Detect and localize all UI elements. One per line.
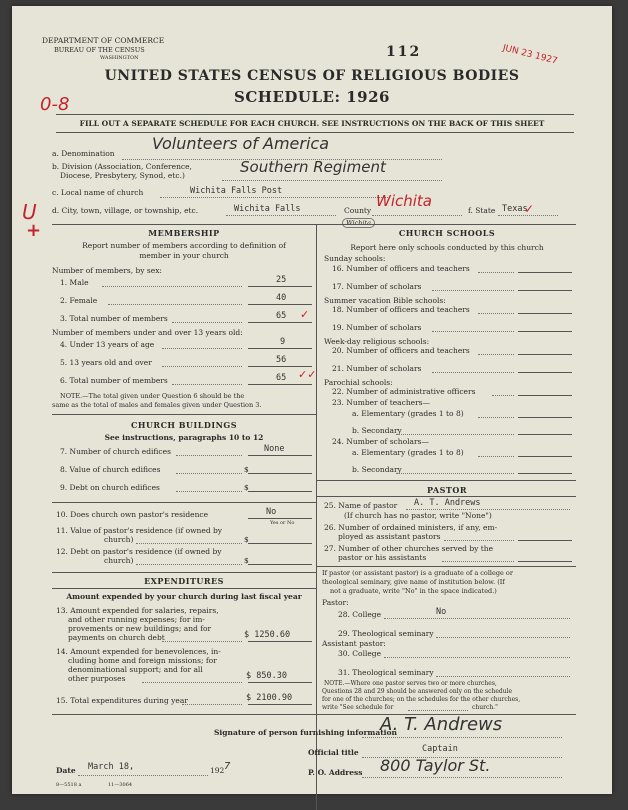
graduate-note-1: If pastor (or assistant pastor) is a graduate of a college or <box>322 569 513 577</box>
official-title-value: Captain <box>422 744 458 754</box>
signature-label: Signature of person furnishing information <box>214 728 397 737</box>
yes-no-hint: Yes or No <box>270 520 295 526</box>
over-13-label: 5. 13 years old and over <box>60 358 152 367</box>
running-expenses-label-2: and other running expenses; for im- <box>68 615 205 624</box>
pastor-college-value: No <box>436 607 447 617</box>
benevolences-label-1: 14. Amount expended for benevolences, in- <box>56 647 221 656</box>
residence-owned-value: No <box>266 507 277 517</box>
official-title-label: Official title <box>308 748 359 757</box>
residence-value: $ <box>244 535 249 544</box>
graduate-note-2: theological seminary, give name of institution below. (If <box>322 578 505 586</box>
expenditures-heading: EXPENDITURES <box>144 576 224 586</box>
po-address-value: 800 Taylor St. <box>380 756 491 775</box>
over-13-value: 56 <box>276 355 287 365</box>
ordained-ministers-label-2: ployed as assistant pastors <box>338 532 441 541</box>
department-label: DEPARTMENT OF COMMERCE <box>42 36 165 45</box>
edifices-count-label: 7. Number of church edifices <box>60 447 171 456</box>
pastor-note-2: Questions 28 and 29 should be answered only on the schedule <box>322 688 513 695</box>
scholars-label: 24. Number of scholars— <box>332 437 429 446</box>
sunday-schools-label: Sunday schools: <box>324 254 386 263</box>
check-mark-icon: ✓ <box>524 202 535 216</box>
membership-sub-1: Report number of members according to definition of <box>82 241 286 250</box>
division-value: Southern Regiment <box>240 158 386 176</box>
under-13-value: 9 <box>280 337 286 347</box>
pastor-college-label: 28. College <box>338 610 382 619</box>
benevolences-label-3: denominational support; and for all <box>68 665 203 674</box>
received-date-stamp: JUN 23 1927 <box>501 43 559 67</box>
membership-note-1: NOTE.—The total given under Question 6 should be the <box>60 392 245 400</box>
teachers-label: 23. Number of teachers— <box>332 398 431 407</box>
edifices-value: $ <box>244 465 249 474</box>
total-expenditures-value: $ 2100.90 <box>246 693 293 703</box>
male-value: 25 <box>276 275 287 285</box>
running-expenses-label-3: provements or new buildings; and for <box>68 624 212 633</box>
edifices-debt-label: 9. Debt on church edifices <box>60 483 160 492</box>
teachers-secondary-label: b. Secondary <box>352 426 402 435</box>
signature-value: A. T. Andrews <box>380 714 503 735</box>
edifices-value-label: 8. Value of church edifices <box>60 465 161 474</box>
ordained-ministers-label-1: 26. Number of ordained ministers, if any, em- <box>324 523 498 532</box>
running-expenses-value: $ 1250.60 <box>244 630 291 640</box>
handwritten-mark-08: 0-8 <box>40 94 70 115</box>
denomination-value: Volunteers of America <box>152 134 329 153</box>
census-schedule-sheet <box>12 6 612 794</box>
date-label: Date <box>56 766 76 775</box>
wichita-note: Wichita <box>342 218 375 228</box>
schedule-number: 112 <box>386 44 422 60</box>
handwritten-plus-mark: + <box>26 220 42 241</box>
instructions-line: FILL OUT A SEPARATE SCHEDULE FOR EACH CHURCH. SEE INSTRUCTIONS ON THE BACK OF THIS SHEET <box>79 119 545 128</box>
residence-debt-label-2: church) <box>104 556 134 565</box>
residence-owned-label: 10. Does church own pastor's residence <box>56 510 209 519</box>
residence-debt-label-1: 12. Debt on pastor's residence (if owned by <box>56 547 222 556</box>
members-by-sex-label: Number of members, by sex: <box>52 266 162 275</box>
edifices-debt-value: $ <box>244 483 249 492</box>
summer-schools-label: Summer vacation Bible schools: <box>324 296 446 305</box>
age-intro-label: Number of members under and over 13 years old: <box>52 328 243 337</box>
membership-heading: MEMBERSHIP <box>148 228 220 238</box>
form-title: UNITED STATES CENSUS OF RELIGIOUS BODIES <box>104 68 520 84</box>
pastor-section-label: Pastor: <box>322 598 349 607</box>
date-year-digit: 7 <box>224 761 231 772</box>
total-members-value: 65 <box>276 311 287 321</box>
other-churches-label-2: pastor or his assistants <box>338 553 427 562</box>
edifices-count-value: None <box>264 444 285 454</box>
teachers-elementary-label: a. Elementary (grades 1 to 8) <box>352 409 464 418</box>
denomination-label: a. Denomination <box>52 149 115 158</box>
pastor-seminary-label: 29. Theological seminary <box>338 629 434 638</box>
expenditures-sub: Amount expended by your church during last fiscal year <box>66 592 302 601</box>
female-value: 40 <box>276 293 287 303</box>
check-mark-icon: ✓✓ <box>298 368 317 381</box>
running-expenses-label-1: 13. Amount expended for salaries, repairs, <box>56 606 219 615</box>
form-number: 8—5518 a <box>56 782 82 788</box>
total-members-label: 3. Total number of members <box>60 314 168 323</box>
assistant-pastor-label: Assistant pastor: <box>322 639 386 648</box>
residence-value-label-2: church) <box>104 535 134 544</box>
local-name-value: Wichita Falls Post <box>190 186 283 196</box>
graduate-note-3: not a graduate, write "No" in the space indicated.) <box>330 587 497 595</box>
weekday-schools-label: Week-day religious schools: <box>324 337 430 346</box>
bureau-label: BUREAU OF THE CENSUS <box>54 46 145 54</box>
pastor-note-1: NOTE.—Where one pastor serves two or more churches, <box>324 680 497 687</box>
state-value: Texas <box>502 204 528 214</box>
female-label: 2. Female <box>60 296 98 305</box>
benevolences-label-4: other purposes <box>68 674 126 683</box>
pastor-heading: PASTOR <box>427 485 467 495</box>
state-label: f. State <box>468 206 496 215</box>
city-town-value: Wichita Falls <box>234 204 301 214</box>
scholars-secondary-label: b. Secondary <box>352 465 402 474</box>
buildings-heading: CHURCH BUILDINGS <box>131 420 237 430</box>
pastor-note-3: for one of the churches; on the schedules for the other churches, <box>322 696 521 703</box>
date-value: March 18, <box>88 762 135 772</box>
residence-debt-value: $ <box>244 556 249 565</box>
schedule-title: SCHEDULE: 1926 <box>234 88 390 106</box>
assistant-college-label: 30. College <box>338 649 382 658</box>
weekday-scholars-label: 21. Number of scholars <box>332 364 422 373</box>
under-13-label: 4. Under 13 years of age <box>60 340 155 349</box>
pastor-note-4: write "See schedule for <box>322 704 394 711</box>
schools-heading: CHURCH SCHOOLS <box>398 228 496 238</box>
summer-officers-label: 18. Number of officers and teachers <box>332 305 470 314</box>
male-label: 1. Male <box>60 278 89 287</box>
pastor-name-label: 25. Name of pastor <box>324 501 398 510</box>
weekday-officers-label: 20. Number of officers and teachers <box>332 346 470 355</box>
city-town-label: d. City, town, village, or township, etc. <box>52 206 199 215</box>
benevolences-value: $ 850.30 <box>246 671 287 681</box>
schools-sub: Report here only schools conducted by this church <box>350 243 544 252</box>
buildings-sub: See instructions, paragraphs 10 to 12 <box>104 433 264 442</box>
other-churches-label-1: 27. Number of other churches served by the <box>324 544 494 553</box>
total-members-age-value: 65 <box>276 373 287 383</box>
membership-note-2: same as the total of males and females given under Question 3. <box>52 401 262 409</box>
summer-scholars-label: 19. Number of scholars <box>332 323 422 332</box>
local-name-label: c. Local name of church <box>52 188 144 197</box>
benevolences-label-2: cluding home and foreign missions; for <box>68 656 217 665</box>
admin-officers-label: 22. Number of administrative officers <box>332 387 476 396</box>
running-expenses-label-4: payments on church debt <box>68 633 165 642</box>
county-value: Wichita <box>376 192 432 210</box>
check-mark-icon: ✓ <box>300 308 310 321</box>
date-year-prefix: 192 <box>210 766 225 775</box>
membership-sub-2: member in your church <box>139 251 229 260</box>
total-expenditures-label: 15. Total expenditures during year <box>56 696 188 705</box>
residence-value-label-1: 11. Value of pastor's residence (if owned by <box>56 526 223 535</box>
scholars-elementary-label: a. Elementary (grades 1 to 8) <box>352 448 464 457</box>
pastor-name-hint: (If church has no pastor, write "None") <box>344 511 492 520</box>
parochial-schools-label: Parochial schools: <box>324 378 393 387</box>
handwritten-mark-u: U <box>22 200 37 224</box>
sunday-officers-label: 16. Number of officers and teachers <box>332 264 470 273</box>
print-number: 11—3064 <box>108 782 133 788</box>
pastor-name-value: A. T. Andrews <box>414 498 481 508</box>
county-label: County <box>344 206 372 215</box>
division-label-1: b. Division (Association, Conference, <box>52 162 192 171</box>
total-members-age-label: 6. Total number of members <box>60 376 168 385</box>
pastor-note-5: church." <box>472 704 498 711</box>
assistant-seminary-label: 31. Theological seminary <box>338 668 434 677</box>
sunday-scholars-label: 17. Number of scholars <box>332 282 422 291</box>
division-label-2: Diocese, Presbytery, Synod, etc.) <box>60 171 185 180</box>
city-label: WASHINGTON <box>100 55 139 61</box>
po-address-label: P. O. Address <box>308 768 363 777</box>
